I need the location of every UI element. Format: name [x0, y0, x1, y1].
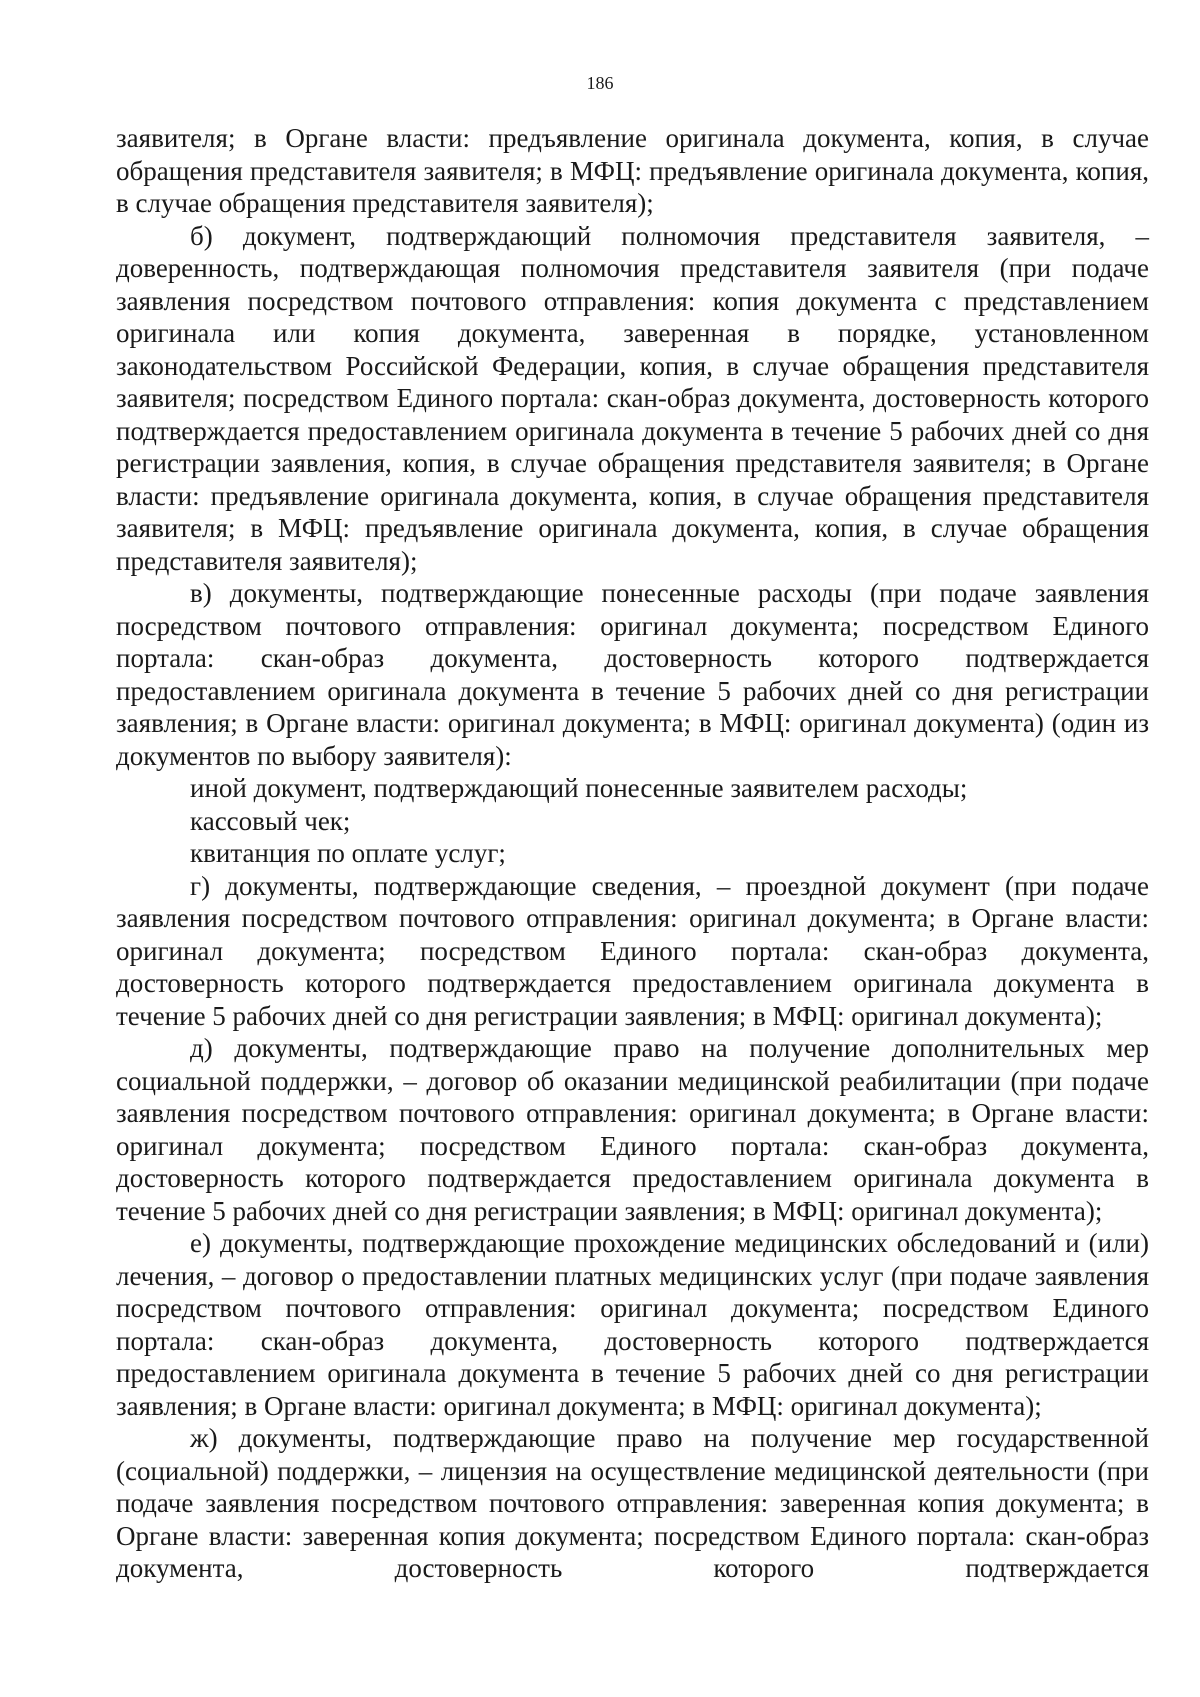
list-item: иной документ, подтверждающий понесенные заявителем расходы; [190, 773, 968, 803]
paragraph-item-v: в) документы, подтверждающие понесенные расходы (при подаче заявления посредством почтового отправления: оригинал документа; посредством Единого портала: скан-образ документа, достоверность которого подтверждается предоставлением оригинала документа в течение 5 рабочих дней со дня регистрации заявления; в Органе власти: оригинал документа; в МФЦ: оригинал документа) (один из документов по выбору заявителя): [116, 578, 1149, 771]
paragraph-item-e: е) документы, подтверждающие прохождение медицинских обследований и (или) лечения, – договор о предоставлении платных медицинских услуг (при подаче заявления посредством почтового отправления: оригинал документа; посредством Единого портала: скан-образ документа, достоверность которого подтверждается предоставлением оригинала документа в течение 5 рабочих дней со дня регистрации заявления; в Органе власти: оригинал документа; в МФЦ: оригинал документа); [116, 1228, 1149, 1421]
paragraph-item-zh: ж) документы, подтверждающие право на получение мер государственной (социальной) поддержки, – лицензия на осуществление медицинской деятельности (при подаче заявления посредством почтового отправления: заверенная копия документа; в Органе власти: заверенная копия документа; посредством Единого портала: скан-образ документа, достоверность которого подтверждается [116, 1423, 1149, 1583]
list-item: кассовый чек; [190, 805, 351, 836]
page-number: 186 [586, 73, 614, 93]
paragraph-continuation: заявителя; в Органе власти: предъявление оригинала документа, копия, в случае обращения представителя заявителя; в МФЦ: предъявление оригинала документа, копия, в случае обращения представителя заявителя); [116, 123, 1149, 218]
paragraph-item-g: г) документы, подтверждающие сведения, – проездной документ (при подаче заявления посредством почтового отправления: оригинал документа; в Органе власти: оригинал документа; посредством Единого портала: скан-образ документа, достоверность которого подтверждается предоставлением оригинала документа в течение 5 рабочих дней со дня регистрации заявления; в МФЦ: оригинал документа); [116, 870, 1149, 1031]
paragraph-item-d: д) документы, подтверждающие право на получение дополнительных мер социальной поддержки, – договор об оказании медицинской реабилитации (при подаче заявления посредством почтового отправления: оригинал документа; в Органе власти: оригинал документа; посредством Единого портала: скан-образ документа, достоверность которого подтверждается предоставлением оригинала документа в течение 5 рабочих дней со дня регистрации заявления; в МФЦ: оригинал документа); [116, 1033, 1149, 1226]
document-body [116, 122, 1149, 1585]
paragraph-item-b: б) документ, подтверждающий полномочия представителя заявителя, – доверенность, подтверждающая полномочия представителя заявителя (при подаче заявления посредством почтового отправления: копия документа с представлением оригинала или копия документа, заверенная в порядке, установленном законодательством Российской Федерации, копия, в случае обращения представителя заявителя; посредством Единого портала: скан-образ документа, достоверность которого подтверждается предоставлением оригинала документа в течение 5 рабочих дней со дня регистрации заявления, копия, в случае обращения представителя заявителя; в Органе власти: предъявление оригинала документа, копия, в случае обращения представителя заявителя; в МФЦ: предъявление оригинала документа, копия, в случае обращения представителя заявителя); [116, 220, 1149, 576]
list-item: квитанция по оплате услуг; [190, 838, 506, 868]
